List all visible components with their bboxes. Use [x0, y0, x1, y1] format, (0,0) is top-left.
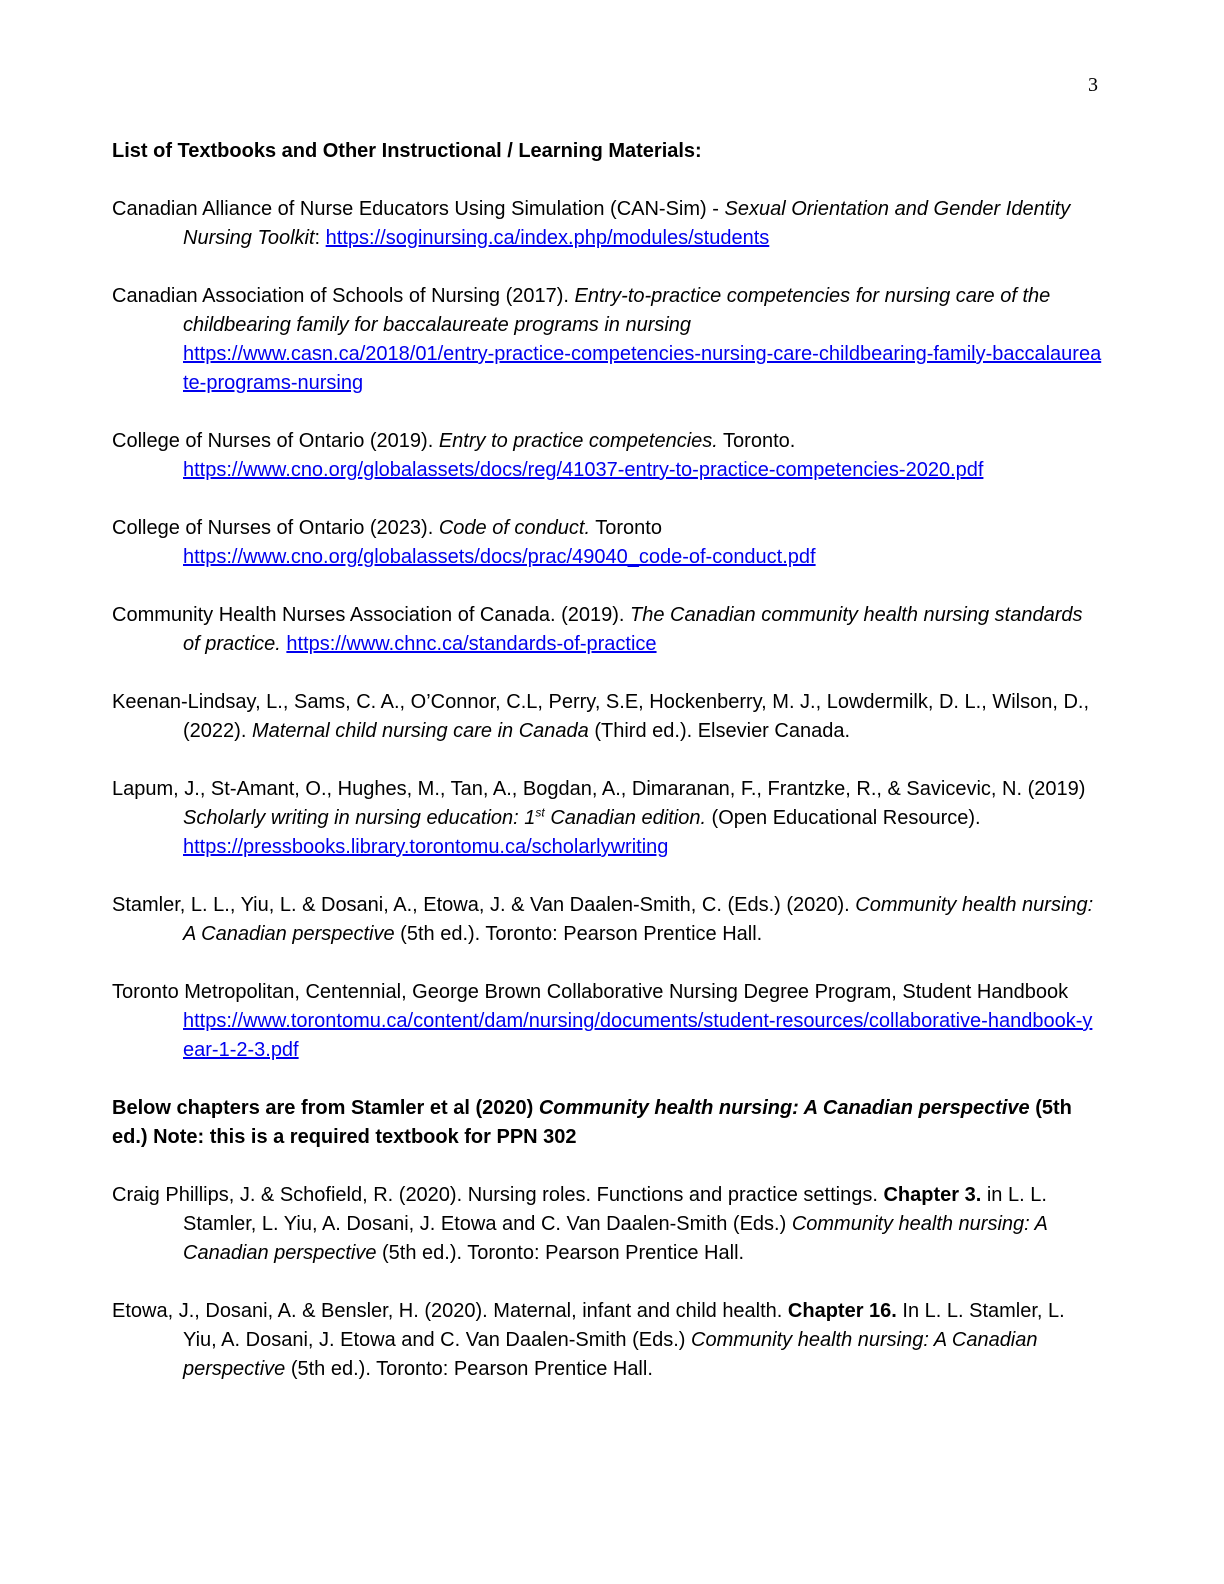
reference-cno-2019: College of Nurses of Ontario (2019). Entry to practice competencies. Toronto. https://www.cno.org/globalassets/docs/reg/41037-entry-to-practice-competencies-2020.pdf	[112, 427, 1102, 485]
reference-cno-2023: College of Nurses of Ontario (2023). Code of conduct. Toronto https://www.cno.org/globalassets/docs/prac/49040_code-of-conduct.pdf	[112, 514, 1102, 572]
reference-can-sim: Canadian Alliance of Nurse Educators Using Simulation (CAN-Sim) - Sexual Orientation and Gender Identity Nursing Toolkit: https://soginursing.ca/index.php/modules/students	[112, 198, 1071, 249]
reference-chnac: Community Health Nurses Association of Canada. (2019). The Canadian community health nursing standards of practice. https://www.chnc.ca/standards-of-practice	[112, 604, 1083, 655]
page-number: 3	[1088, 74, 1098, 96]
reference-title: Community health nursing: A Canadian perspective	[183, 1329, 1038, 1380]
reference-title: Community health nursing: A Canadian perspective	[183, 894, 1094, 945]
reference-title: Sexual Orientation and Gender Identity Nursing Toolkit	[183, 198, 1071, 249]
reference-keenan-lindsay: Keenan-Lindsay, L., Sams, C. A., O’Connor, C.L, Perry, S.E, Hockenberry, M. J., Lowdermilk, D. L., Wilson, D., (2022). Maternal child nursing care in Canada (Third ed.). Elsevier Canada.	[112, 691, 1090, 742]
reference-student-handbook: Toronto Metropolitan, Centennial, George Brown Collaborative Nursing Degree Program, Student Handbook https://www.torontomu.ca/content/dam/nursing/documents/student-resources/collaborative-handbook-year-1-2-3.pdf	[112, 978, 1102, 1065]
reference-title: Community health nursing: A Canadian perspective	[183, 1213, 1048, 1264]
reference-title: The Canadian community health nursing standards of practice.	[183, 604, 1083, 655]
reference-link[interactable]: https://www.casn.ca/2018/01/entry-practice-competencies-nursing-care-childbearing-family-baccalaureate-programs-nursing	[183, 343, 1102, 394]
reference-casn: Canadian Association of Schools of Nursing (2017). Entry-to-practice competencies for nursing care of the childbearing family for baccalaureate programs in nursing https://www.casn.ca/2018/01/entry-practice-competencies-nursing-care-childbearing-family-baccalaureate-programs-nursing	[112, 282, 1102, 398]
reference-title: Maternal child nursing care in Canada	[251, 720, 589, 742]
reference-stamler: Stamler, L. L., Yiu, L. & Dosani, A., Etowa, J. & Van Daalen-Smith, C. (Eds.) (2020). Community health nursing: A Canadian perspective (5th ed.). Toronto: Pearson Prentice Hall.	[112, 894, 1094, 945]
reference-link[interactable]: https://www.chnc.ca/standards-of-practice	[286, 633, 657, 655]
reference-link[interactable]: https://www.cno.org/globalassets/docs/prac/49040_code-of-conduct.pdf	[183, 546, 816, 568]
reference-title: Entry-to-practice competencies for nursing care of the childbearing family for baccalaureate programs in nursing	[183, 285, 1051, 336]
reference-title: Entry to practice competencies.	[438, 430, 718, 452]
reference-link[interactable]: https://www.cno.org/globalassets/docs/reg/41037-entry-to-practice-competencies-2020.pdf	[183, 459, 984, 481]
chapter-number: Chapter 3.	[883, 1184, 982, 1206]
reference-link[interactable]: https://soginursing.ca/index.php/modules/students	[325, 227, 770, 249]
chapters-heading: Below chapters are from Stamler et al (2020) Community health nursing: A Canadian perspective (5th ed.) Note: this is a required textbook for PPN 302	[112, 1097, 1072, 1148]
reference-lapum: Lapum, J., St-Amant, O., Hughes, M., Tan, A., Bogdan, A., Dimaranan, F., Frantzke, R., & Savicevic, N. (2019) Scholarly writing in nursing education: 1st Canadian edition. (Open Educational Resource). https://pressbooks.library.torontomu.ca/scholarlywriting	[112, 778, 1086, 858]
chapter-number: Chapter 16.	[787, 1300, 897, 1322]
reference-title: Scholarly writing in nursing education: 1st Canadian edition.	[183, 805, 706, 829]
chapter-reference-etowa: Etowa, J., Dosani, A. & Bensler, H. (2020). Maternal, infant and child health. Chapter 16. In L. L. Stamler, L. Yiu, A. Dosani, J. Etowa and C. Van Daalen-Smith (Eds.) Community health nursing: A Canadian perspective (5th ed.). Toronto: Pearson Prentice Hall.	[112, 1300, 1065, 1380]
page-content	[112, 137, 1102, 1413]
chapter-reference-craig-phillips: Craig Phillips, J. & Schofield, R. (2020). Nursing roles. Functions and practice settings. Chapter 3. in L. L. Stamler, L. Yiu, A. Dosani, J. Etowa and C. Van Daalen-Smith (Eds.) Community health nursing: A Canadian perspective (5th ed.). Toronto: Pearson Prentice Hall.	[112, 1184, 1048, 1264]
reference-link[interactable]: https://www.torontomu.ca/content/dam/nursing/documents/student-resources/collaborative-handbook-year-1-2-3.pdf	[183, 1010, 1093, 1061]
reference-link[interactable]: https://pressbooks.library.torontomu.ca/scholarlywriting	[183, 836, 669, 858]
reference-title: Code of conduct.	[438, 517, 591, 539]
materials-heading: List of Textbooks and Other Instructional / Learning Materials:	[112, 140, 702, 162]
